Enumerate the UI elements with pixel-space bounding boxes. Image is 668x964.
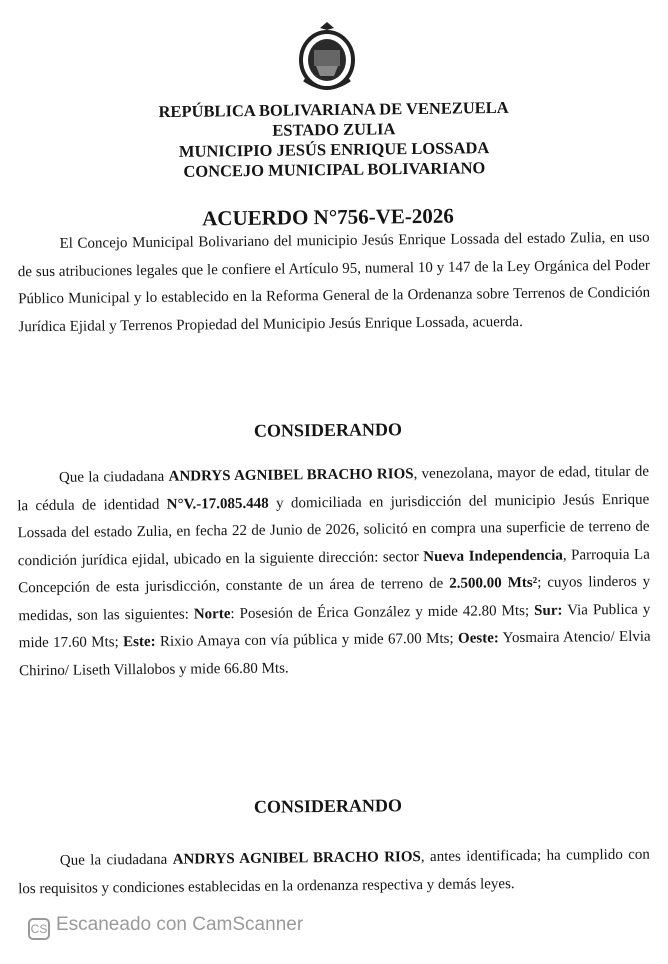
- header-republic: REPÚBLICA BOLIVARIANA DE VENEZUELA: [158, 97, 509, 122]
- header-council: CONCEJO MUNICIPAL BOLIVARIANO: [183, 158, 486, 181]
- header-municipality: MUNICIPIO JESÚS ENRIQUE LOSSADA: [178, 138, 490, 161]
- considerando-paragraph-2: Que la ciudadana ANDRYS AGNIBEL BRACHO RIOS, antes identificada; ha cumplido con los requisitos y condiciones establecidas en la ordenanza respectiva y demás leyes.: [18, 846, 650, 897]
- header-state: ESTADO ZULIA: [272, 119, 396, 140]
- camscanner-icon: CS: [28, 918, 50, 940]
- boundary-south-label: Sur:: [534, 602, 563, 619]
- cedula-number: N°V.-17.085.448: [166, 495, 269, 513]
- intro-paragraph: [17, 225, 650, 342]
- considerando-heading-1: CONSIDERANDO: [253, 419, 403, 441]
- citizen-name: ANDRYS AGNIBEL BRACHO RIOS: [168, 466, 414, 485]
- intro-text: El Concejo Municipal Bolivariano del municipio Jesús Enrique Lossada del estado Zulia, en uso de sus atribuciones legales que le confiere el Artículo 95, numeral 10 y 147 de la Ley Orgánica del Poder Público Municipal y lo establecido en la Reforma General de la Ordenanza sobre Terrenos de Condición Jurídica Ejidal y Terrenos Propiedad del Municipio Jesús Enrique Lossada, acuerda.: [17, 229, 651, 335]
- agreement-title: ACUERDO N°756-VE-2026: [202, 203, 454, 231]
- document-header: [0, 96, 668, 184]
- boundary-west-label: Oeste:: [457, 630, 499, 647]
- citizen-name-2: ANDRYS AGNIBEL BRACHO RIOS: [172, 849, 421, 868]
- municipal-seal-emblem: [294, 20, 360, 96]
- sector-name: Nueva Independencia: [423, 547, 563, 565]
- boundary-north-label: Norte: [193, 605, 231, 622]
- camscanner-watermark: CS Escaneado con CamScanner: [28, 914, 388, 938]
- land-area: 2.500.00 Mts²: [449, 574, 538, 592]
- boundary-east-label: Este:: [123, 633, 156, 651]
- considerando-heading-2: CONSIDERANDO: [253, 795, 403, 817]
- considerando-paragraph-1: Que la ciudadana ANDRYS AGNIBEL BRACHO RIOS, venezolana, mayor de edad, titular de la cédula de identidad N°V.-17.085.448 y domiciliada en jurisdicción del municipio Jesús Enrique Lossada del estado Zulia, en fecha 22 de Junio de 2026, solicitó en compra una superficie de terreno de condición jurídica ejidal, ubicado en la siguiente dirección: sector Nueva Independencia, Parroquia La Concepción de esta jurisdicción, constante de un área de terreno de 2.500.00 Mts²; cuyos linderos y medidas, son las siguientes: Norte: Posesión de Érica González y mide 42.80 Mts; Sur: Via Publica y mide 17.60 Mts; Este: Rixio Amaya con vía pública y mide 67.00 Mts; Oeste: Yosmaira Atencio/ Elvia Chirino/ Liseth Villalobos y mide 66.80 Mts.: [17, 463, 651, 679]
